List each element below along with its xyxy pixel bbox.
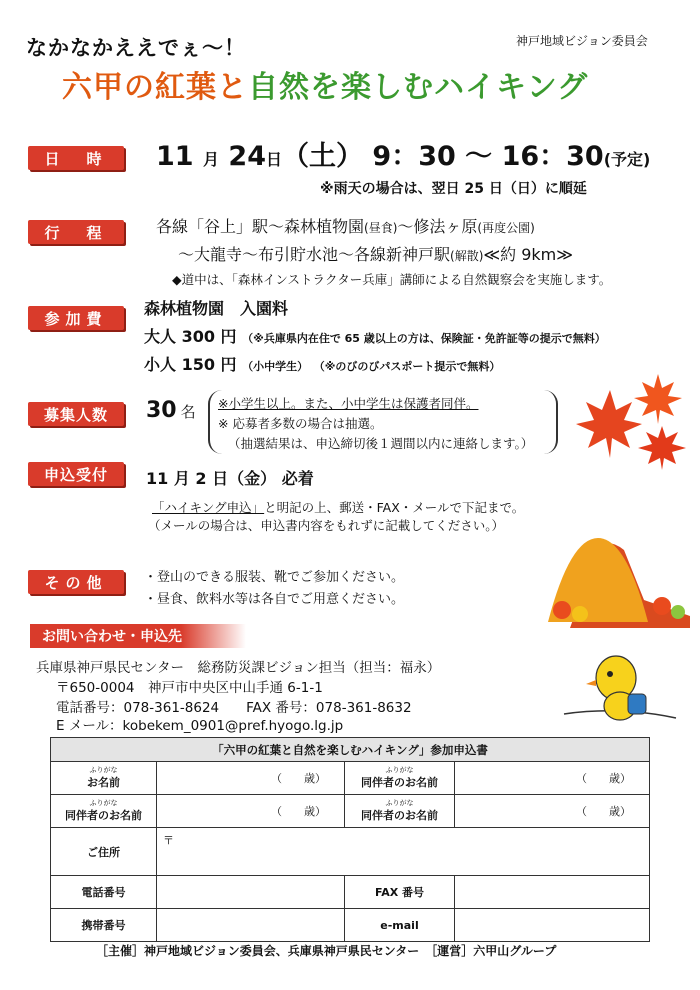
date-weekday: （土） <box>282 141 363 172</box>
name-field[interactable]: （ 歳） <box>157 762 345 795</box>
tree-icon <box>572 606 588 622</box>
apply-deadline <box>146 466 314 489</box>
recruit-label: 募集人数 <box>28 402 124 426</box>
contact-phone-fax: 電話番号：078-361-8624 FAX 番号：078-361-8632 <box>56 700 412 716</box>
companion-name-text-1: 同伴者のお名前 <box>361 775 438 789</box>
apply-email-note: （メールの場合は、申込書内容をもれずに記載してください。） <box>148 518 505 533</box>
fax-field[interactable] <box>455 876 650 909</box>
date-day-unit: 日 <box>265 150 282 169</box>
contact-address: 〒650-0004 神戸市中央区中山手通 6-1-1 <box>56 680 323 696</box>
time-note: (予定) <box>603 150 651 169</box>
title-part-hiking: 自然を楽しむハイキング <box>248 70 589 105</box>
phone-label: 電話番号 <box>51 876 157 909</box>
maple-leaf-icon <box>634 374 682 424</box>
companion-name-field-1[interactable]: （ 歳） <box>455 762 650 795</box>
phone-field[interactable] <box>157 876 345 909</box>
route-line-1 <box>156 214 535 237</box>
recruit-note-3: （抽選結果は、申込締切後１週間以内に連絡します。） <box>228 436 534 451</box>
fee-child <box>144 352 500 375</box>
route-line-2 <box>178 242 573 265</box>
tagline: なかなかええでぇ～！ <box>26 36 246 60</box>
autumn-mountains-illustration <box>540 530 690 630</box>
companion-name-label-3 <box>345 795 455 828</box>
apply-label: 申込受付 <box>28 462 124 486</box>
companion-furigana-3: ふりがな <box>385 798 414 807</box>
maple-leaf-icon <box>638 426 686 470</box>
route-line-1-main: 各線「谷上」駅～森林植物園 <box>156 217 365 236</box>
address-field[interactable]: 〒 <box>157 828 650 876</box>
route-line-2-main: ～大龍寺～布引貯水池～各線新神戸駅 <box>178 245 451 264</box>
address-label: ご住所 <box>51 828 157 876</box>
fee-child-grade: （小中学生） <box>242 360 309 373</box>
page-title <box>62 62 588 106</box>
application-form <box>50 737 650 942</box>
route-guide-note: ◆道中は、「森林インストラクター兵庫」講師による自然観察会を実施します。 <box>172 272 612 287</box>
other-item-clothing: ・登山のできる服装、靴でご参加ください。 <box>144 570 405 585</box>
fee-child-note: （※のびのびパスポート提示で無料） <box>313 360 501 373</box>
route-label: 行 程 <box>28 220 124 244</box>
fee-adult-note: （※兵庫県内在住で 65 歳以上の方は、保険証・免許証等の提示で無料） <box>242 332 606 345</box>
apply-method <box>152 498 524 516</box>
route-line-1-main2: ～修法ヶ原 <box>397 217 478 236</box>
form-title: 「六甲の紅葉と自然を楽しむハイキング」参加申込書 <box>51 738 650 762</box>
bird-beak-icon <box>586 680 596 686</box>
date-day: 24 <box>228 141 266 172</box>
organizer-name: 神戸地域ビジョン委員会 <box>516 34 648 48</box>
fee-child-price: 小人 150 円 <box>144 355 237 374</box>
contact-label: お問い合わせ・申込先 <box>30 624 246 648</box>
mobile-field[interactable] <box>157 909 345 942</box>
route-park-note: (再度公園) <box>477 221 535 235</box>
fee-adult <box>144 324 606 347</box>
mascot-bird-illustration <box>560 648 680 734</box>
tree-icon <box>671 605 685 619</box>
companion-name-label-2 <box>51 795 157 828</box>
event-date <box>156 134 650 173</box>
fee-heading: 森林植物園 入園料 <box>144 299 289 318</box>
companion-name-text-2: 同伴者のお名前 <box>65 808 142 822</box>
email-label: e-mail <box>345 909 455 942</box>
apply-suffix: 必着 <box>281 469 314 488</box>
companion-furigana-1: ふりがな <box>385 765 414 774</box>
companion-name-label-1 <box>345 762 455 795</box>
tree-icon <box>553 601 571 619</box>
companion-furigana-2: ふりがな <box>89 798 118 807</box>
apply-date: 11 月 2 日（金） <box>146 469 277 488</box>
name-label-text: お名前 <box>87 775 120 789</box>
companion-name-text-3: 同伴者のお名前 <box>361 808 438 822</box>
recruit-number: 30 <box>146 398 177 423</box>
route-lunch-note: (昼食) <box>364 221 398 235</box>
fax-label: FAX 番号 <box>345 876 455 909</box>
name-furigana: ふりがな <box>89 765 118 774</box>
maple-leaves-illustration <box>570 370 690 470</box>
tree-icon <box>653 597 671 615</box>
recruit-unit: 名 <box>180 403 196 421</box>
route-distance: ≪約 9km≫ <box>483 245 574 264</box>
apply-method-highlight: 「ハイキング申込」 <box>152 500 265 515</box>
event-time: 9：30 ～ 16：30 <box>372 141 604 172</box>
contact-office: 兵庫県神戸県民センター 総務防災課ビジョン担当（担当：福永） <box>36 660 441 676</box>
companion-name-field-3[interactable]: （ 歳） <box>455 795 650 828</box>
fee-label: 参加費 <box>28 306 124 330</box>
recruit-note-2: ※ 応募者多数の場合は抽選。 <box>218 416 383 431</box>
bird-eye-icon <box>607 671 613 677</box>
recruit-note-1: ※小学生以上。また、小中学生は保護者同伴。 <box>218 396 479 411</box>
footer-sponsors: ［主催］神戸地域ビジョン委員会、兵庫県神戸県民センター ［運営］六甲山グループ <box>96 944 557 958</box>
rain-note: ※雨天の場合は、翌日 25 日（日）に順延 <box>320 181 587 197</box>
recruit-count <box>146 398 196 423</box>
fee-adult-price: 大人 300 円 <box>144 327 237 346</box>
apply-method-rest: と明記の上、郵送・FAX・メールで下記まで。 <box>264 500 525 515</box>
date-month: 11 <box>156 141 194 172</box>
contact-email: E メール：kobekem_0901@pref.hyogo.lg.jp <box>56 718 344 734</box>
maple-leaf-icon <box>576 390 642 458</box>
other-label: その他 <box>28 570 124 594</box>
other-item-lunch: ・昼食、飲料水等は各自でご用意ください。 <box>144 592 405 607</box>
name-label <box>51 762 157 795</box>
email-field[interactable] <box>455 909 650 942</box>
mobile-label: 携帯番号 <box>51 909 157 942</box>
date-month-unit: 月 <box>202 150 219 169</box>
title-part-autumn: 六甲の紅葉と <box>62 70 248 105</box>
backpack-icon <box>628 694 646 714</box>
companion-name-field-2[interactable]: （ 歳） <box>157 795 345 828</box>
schedule-label: 日 時 <box>28 146 124 170</box>
route-dismissal-note: (解散) <box>450 249 484 263</box>
